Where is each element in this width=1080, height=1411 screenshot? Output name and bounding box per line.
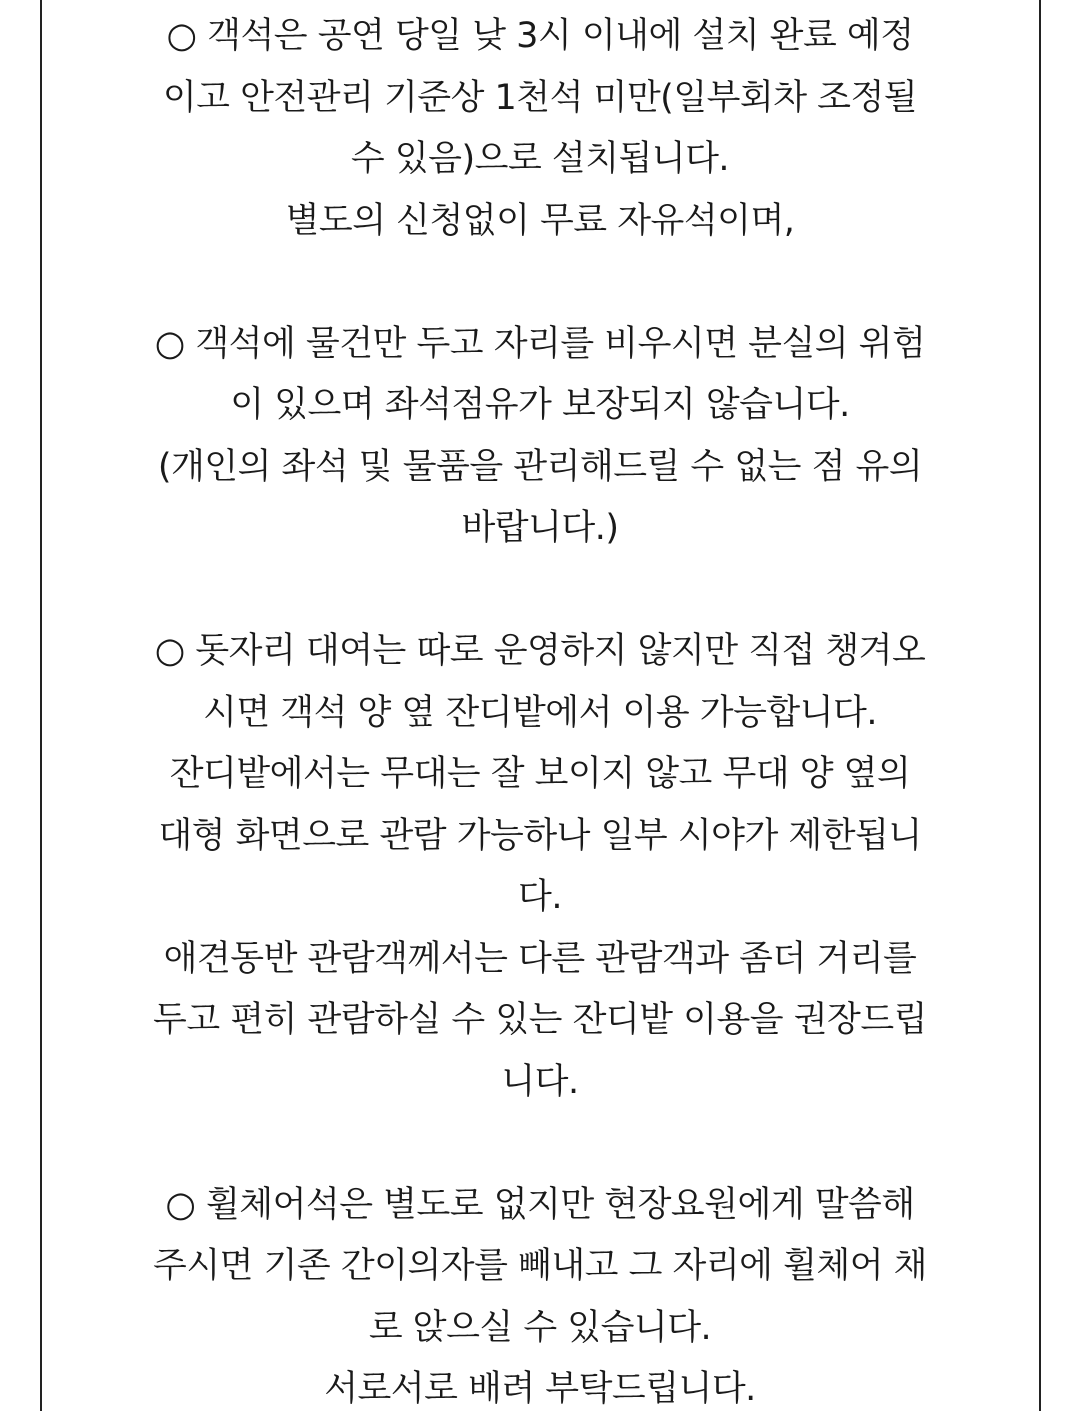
notice-content [60, 6, 1020, 1411]
notice-line: ○ 돗자리 대여는 따로 운영하지 않지만 직접 챙겨오 [154, 631, 926, 671]
notice-line: 니다. [501, 1061, 579, 1102]
notice-line: 다. [518, 877, 562, 917]
notice-line: 바랍니다.) [461, 508, 619, 548]
notice-line: 서로서로 배려 부탁드립니다. [324, 1369, 756, 1409]
notice-line: 대형 화면으로 관람 가능하나 일부 시야가 제한됩니 [158, 815, 922, 856]
notice-section-wheelchair [60, 1175, 1020, 1411]
notice-line: 주시면 기존 간이의자를 빼내고 그 자리에 휠체어 채 [153, 1246, 927, 1286]
notice-line: ○ 객석에 물건만 두고 자리를 비우시면 분실의 위험 [154, 323, 926, 364]
notice-line: 수 있음)으로 설치됩니다. [350, 139, 730, 179]
notice-line: 애견동반 관람객께서는 다른 관람객과 좀더 거리를 [163, 938, 917, 979]
notice-line: 잔디밭에서는 무대는 잘 보이지 않고 무대 양 옆의 [169, 754, 911, 794]
notice-line: ○ 객석은 공연 당일 낮 3시 이내에 설치 완료 예정 [166, 16, 914, 56]
notice-line: 로 앉으실 수 있습니다. [368, 1307, 712, 1348]
notice-line: 이 있으며 좌석점유가 보장되지 않습니다. [230, 385, 850, 425]
notice-section-mats-lawn [60, 621, 1020, 1113]
notice-section-seating [60, 6, 1020, 252]
notice-line: 시면 객석 양 옆 잔디밭에서 이용 가능합니다. [203, 692, 877, 733]
notice-section-belongings [60, 314, 1020, 560]
notice-line: 별도의 신청없이 무료 자유석이며, [285, 200, 795, 241]
notice-line: 이고 안전관리 기준상 1천석 미만(일부회차 조정될 [162, 77, 918, 118]
notice-line: 두고 편히 관람하실 수 있는 잔디밭 이용을 권장드립 [153, 1000, 927, 1040]
notice-line: (개인의 좌석 및 물품을 관리해드릴 수 없는 점 유의 [157, 446, 923, 487]
notice-line: ○ 휠체어석은 별도로 없지만 현장요원에게 말씀해 [165, 1184, 915, 1225]
